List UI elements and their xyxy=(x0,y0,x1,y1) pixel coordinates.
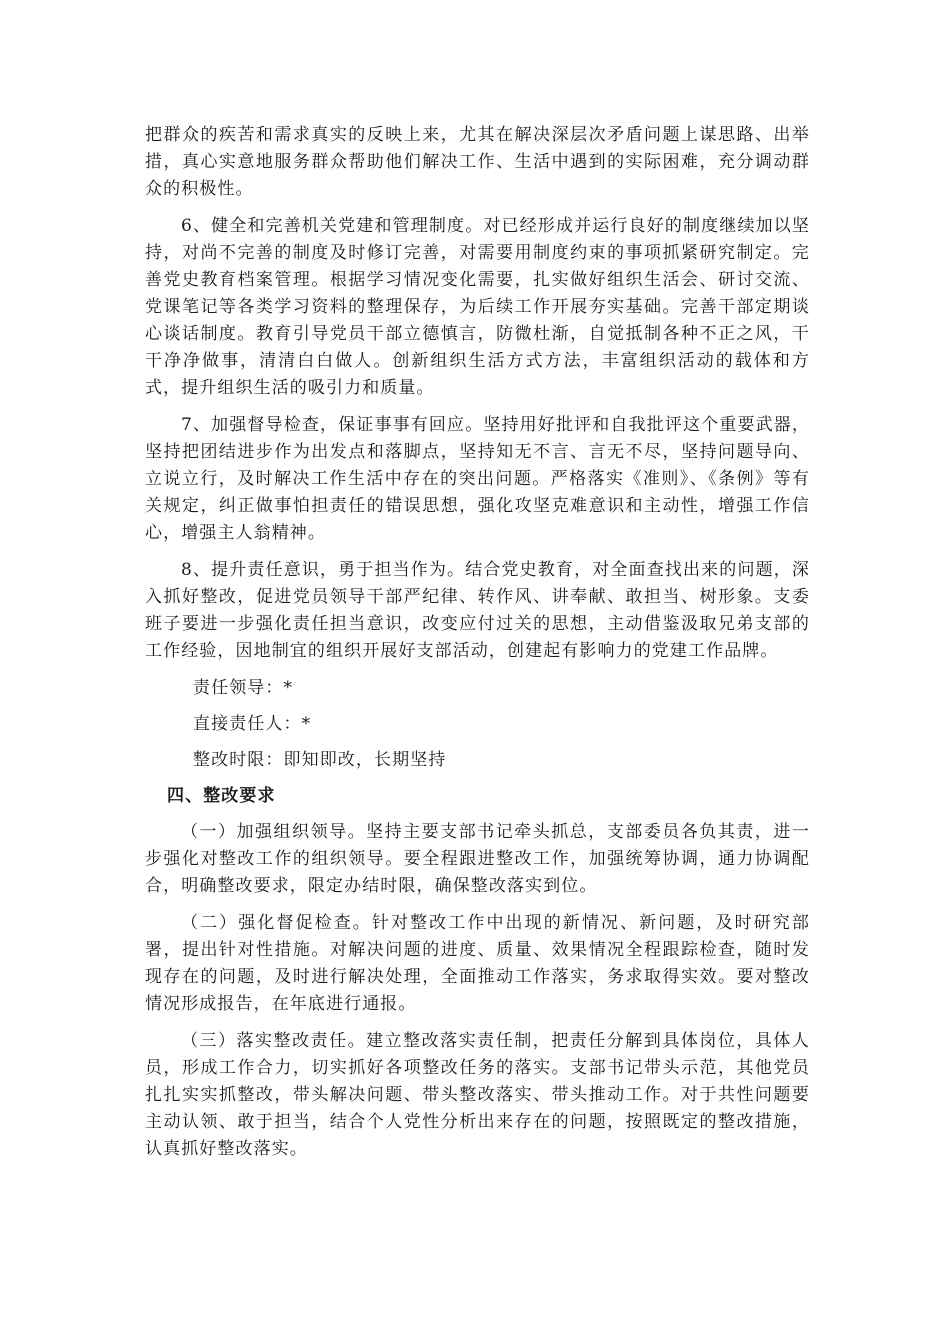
paragraph-item-7: 7、加强督导检查，保证事事有回应。坚持用好批评和自我批评这个重要武器，坚持把团结进步作为出发点和落脚点，坚持知无不言、言无不尽，坚持问题导向、立说立行，及时解决工作生活中存在的突出问题。严格落实《准则》、《条例》等有关规定，纠正做事怕担责任的错误思想，强化攻坚克难意识和主动性，增强工作信心，增强主人翁精神。 xyxy=(145,415,810,543)
paragraph-continuation: 把群众的疾苦和需求真实的反映上来，尤其在解决深层次矛盾问题上谋思路、出举措，真心实意地服务群众帮助他们解决工作、生活中遇到的实际困难，充分调动群众的积极性。 xyxy=(145,125,810,199)
responsible-leader-line: 责任领导：* xyxy=(193,678,294,698)
requirement-item-1: （一）加强组织领导。坚持主要支部书记牵头抓总，支部委员各负其责，进一步强化对整改工作的组织领导。要全程跟进整改工作，加强统筹协调，通力协调配合，明确整改要求，限定办结时限，确保整改落实到位。 xyxy=(145,822,810,896)
document-page xyxy=(145,122,810,1173)
paragraph-item-6: 6、健全和完善机关党建和管理制度。对已经形成并运行良好的制度继续加以坚持，对尚不完善的制度及时修订完善，对需要用制度约束的事项抓紧研究制定。完善党史教育档案管理。根据学习情况变化需要，扎实做好组织生活会、研讨交流、党课笔记等各类学习资料的整理保存，为后续工作开展夯实基础。完善干部定期谈心谈话制度。教育引导党员干部立德慎言，防微杜渐，自觉抵制各种不正之风，干干净净做事，清清白白做人。创新组织生活方式方法，丰富组织活动的载体和方式，提升组织生活的吸引力和质量。 xyxy=(145,216,810,398)
requirement-item-3: （三）落实整改责任。建立整改落实责任制，把责任分解到具体岗位，具体人员，形成工作合力，切实抓好各项整改任务的落实。支部书记带头示范，其他党员扎扎实实抓整改，带头解决问题、带头整改落实、带头推动工作。对于共性问题要主动认领、敢于担当，结合个人党性分析出来存在的问题，按照既定的整改措施，认真抓好整改落实。 xyxy=(145,1031,810,1159)
section-heading: 四、整改要求 xyxy=(167,786,276,806)
requirement-item-2: （二）强化督促检查。针对整改工作中出现的新情况、新问题，及时研究部署，提出针对性措施。对解决问题的进度、质量、效果情况全程跟踪检查，随时发现存在的问题，及时进行解决处理，全面推动工作落实，务求取得实效。要对整改情况形成报告，在年底进行通报。 xyxy=(145,913,810,1014)
rectification-deadline-line: 整改时限：即知即改，长期坚持 xyxy=(193,750,447,770)
paragraph-item-8: 8、提升责任意识，勇于担当作为。结合党史教育，对全面查找出来的问题，深入抓好整改，促进党员领导干部严纪律、转作风、讲奉献、敢担当、树形象。支委班子要进一步强化责任担当意识，改变应付过关的思想，主动借鉴汲取兄弟支部的工作经验，因地制宜的组织开展好支部活动，创建起有影响力的党建工作品牌。 xyxy=(145,560,810,661)
direct-responsible-person-line: 直接责任人：* xyxy=(193,714,312,734)
